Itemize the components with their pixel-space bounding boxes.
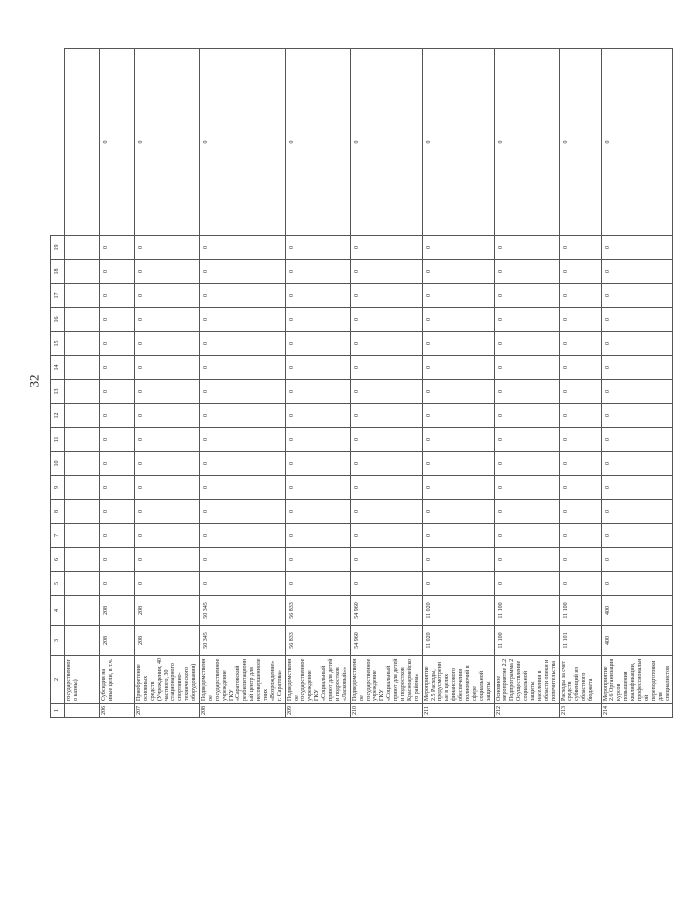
value-cell: 208 [135,626,200,656]
value-cell: 0 [422,404,494,428]
value-cell: 0 [601,49,673,236]
value-cell: 50 345 [200,626,286,656]
value-cell: 0 [200,476,286,500]
value-cell [65,308,100,332]
value-cell: 0 [350,548,422,572]
value-cell: 0 [422,332,494,356]
row-name-cell [422,656,494,704]
value-cell: 0 [559,332,601,356]
value-cell: 0 [422,49,494,236]
row-name-cell [285,656,350,704]
value-cell: 0 [494,548,559,572]
value-cell: 0 [200,332,286,356]
value-cell: 0 [135,572,200,596]
row-name-text: Приобретение основных средств (Учреждения, 40 частного, 30 стационарного спортивно-технического оборудования) [136,658,198,701]
row-name-cell [200,656,286,704]
value-cell [65,236,100,260]
value-cell: 0 [200,452,286,476]
row-name-text: Расходы за счет средств субвенций из областного бюджета [560,660,595,701]
value-cell: 0 [100,284,135,308]
row-index-cell: 212 [494,704,559,718]
table-row [135,49,200,718]
value-cell: 0 [601,284,673,308]
column-number-cell: 15 [51,332,65,356]
budget-table [50,48,673,718]
value-cell [65,500,100,524]
value-cell: 0 [200,428,286,452]
value-cell: 0 [559,380,601,404]
value-cell: 0 [200,260,286,284]
table-row [494,49,559,718]
row-name-text: Подведомственное государственное учреждение ГКУ «Социальный приют для детей и подростков Красноармейского района» [351,658,420,701]
value-cell: 0 [422,500,494,524]
page-number-text: 32 [26,374,41,388]
value-cell: 0 [100,332,135,356]
column-number-cell: 1 [51,704,65,718]
value-cell: 0 [135,428,200,452]
value-cell: 208 [100,626,135,656]
page-number [24,366,44,396]
value-cell: 0 [135,49,200,236]
value-cell [65,452,100,476]
value-cell [65,49,100,236]
value-cell: 0 [285,452,350,476]
column-number-cell: 11 [51,428,65,452]
value-cell: 0 [494,308,559,332]
value-cell: 0 [100,452,135,476]
value-cell: 54 960 [350,626,422,656]
value-cell: 208 [100,596,135,626]
table-frame [50,48,671,718]
value-cell: 0 [601,500,673,524]
value-cell: 0 [285,356,350,380]
value-cell: 0 [601,428,673,452]
value-cell: 0 [350,332,422,356]
value-cell [65,524,100,548]
value-cell: 0 [350,572,422,596]
column-number-cell: 17 [51,284,65,308]
value-cell: 0 [559,500,601,524]
value-cell: 0 [350,308,422,332]
value-cell: 0 [285,332,350,356]
value-cell: 0 [135,524,200,548]
value-cell: 0 [200,236,286,260]
column-number-cell: 14 [51,356,65,380]
value-cell: 0 [285,260,350,284]
value-cell: 0 [100,380,135,404]
value-cell: 0 [494,260,559,284]
value-cell: 0 [350,284,422,308]
value-cell: 0 [350,356,422,380]
value-cell: 0 [200,404,286,428]
value-cell [65,476,100,500]
value-cell: 0 [422,236,494,260]
table-row [65,49,100,718]
value-cell: 0 [350,476,422,500]
value-cell: 0 [100,49,135,236]
value-cell: 0 [135,236,200,260]
column-number-cell: 10 [51,452,65,476]
value-cell: 0 [100,476,135,500]
value-cell [65,356,100,380]
value-cell: 0 [350,404,422,428]
value-cell: 0 [494,572,559,596]
value-cell: 0 [601,572,673,596]
value-cell: 0 [135,404,200,428]
value-cell: 0 [494,428,559,452]
row-name-cell [350,656,422,704]
value-cell: 0 [601,236,673,260]
value-cell: 0 [494,524,559,548]
value-cell: 0 [494,380,559,404]
value-cell: 0 [135,380,200,404]
value-cell: 0 [200,308,286,332]
value-cell: 0 [494,356,559,380]
value-cell: 0 [559,308,601,332]
row-index-cell: 210 [350,704,422,718]
value-cell: 0 [494,452,559,476]
value-cell: 0 [422,284,494,308]
table-row [422,49,494,718]
value-cell: 0 [135,260,200,284]
value-cell: 0 [559,476,601,500]
value-cell: 11 101 [559,626,601,656]
column-number-cell: 7 [51,524,65,548]
value-cell: 0 [422,476,494,500]
value-cell: 0 [100,236,135,260]
value-cell: 0 [559,404,601,428]
row-name-cell [494,656,559,704]
value-cell: 0 [422,572,494,596]
value-cell: 0 [200,380,286,404]
value-cell: 0 [100,524,135,548]
value-cell: 0 [200,548,286,572]
row-index-cell: 211 [422,704,494,718]
row-name-cell [559,656,601,704]
value-cell: 54 960 [350,596,422,626]
column-number-cell: 5 [51,572,65,596]
value-cell: 0 [559,284,601,308]
value-cell: 0 [285,476,350,500]
value-cell [65,428,100,452]
row-name-cell [65,656,100,704]
value-cell: 0 [350,49,422,236]
value-cell: 0 [285,524,350,548]
row-index-cell [65,704,100,718]
table-row [559,49,601,718]
value-cell: 0 [422,548,494,572]
value-cell: 0 [285,404,350,428]
row-name-cell [135,656,200,704]
row-index-cell: 206 [100,704,135,718]
value-cell: 0 [559,260,601,284]
row-name-text: государственного казны) [66,658,79,701]
value-cell: 0 [350,452,422,476]
value-cell: 0 [422,524,494,548]
value-cell: 0 [200,356,286,380]
value-cell: 0 [200,284,286,308]
value-cell: 0 [285,49,350,236]
value-cell: 0 [100,572,135,596]
value-cell: 11 100 [559,596,601,626]
value-cell: 0 [601,356,673,380]
column-number-cell: 4 [51,596,65,626]
value-cell: 0 [135,476,200,500]
column-number-row [51,49,65,718]
row-name-text: Субсидия на иные цели, в т.ч. [101,658,114,701]
value-cell: 0 [422,452,494,476]
value-cell: 0 [559,428,601,452]
row-name-cell [601,656,673,704]
value-cell [65,284,100,308]
table-row [100,49,135,718]
value-cell: 0 [100,500,135,524]
value-cell: 0 [350,260,422,284]
value-cell: 0 [494,500,559,524]
value-cell: 0 [200,500,286,524]
value-cell: 0 [285,428,350,452]
value-cell: 11 100 [494,626,559,656]
value-cell: 0 [422,380,494,404]
row-index-cell: 213 [559,704,601,718]
row-name-text: Подведомственное государственное учреждение ГКУ «Социальный приют для детей и подростков «Ласковый»» [286,658,348,701]
value-cell: 0 [100,548,135,572]
value-cell: 0 [285,548,350,572]
row-name-cell [100,656,135,704]
value-cell: 0 [200,49,286,236]
value-cell: 0 [559,452,601,476]
row-index-cell: 209 [285,704,350,718]
value-cell: 0 [350,524,422,548]
value-cell: 0 [494,476,559,500]
value-cell: 56 833 [285,626,350,656]
value-cell: 0 [422,260,494,284]
column-number-cell: 18 [51,260,65,284]
value-cell: 400 [601,596,673,626]
value-cell: 0 [350,236,422,260]
value-cell [65,332,100,356]
row-name-text: Подведомственное государственное учреждение ГКУ «Саратовский реабилитационный центр для несовершеннолетних «Возрождение» г. Саратова» [201,658,283,701]
value-cell: 0 [601,524,673,548]
value-cell: 0 [135,548,200,572]
value-cell: 0 [135,332,200,356]
value-cell [65,572,100,596]
value-cell: 0 [100,308,135,332]
value-cell: 0 [494,332,559,356]
value-cell [65,626,100,656]
row-name-text: Мероприятие 2.5 Расходы, предусмотренные в целях финансового обеспечения полномочий в сфере социальной защиты [423,661,492,701]
column-number-cell: 16 [51,308,65,332]
value-cell: 0 [135,452,200,476]
value-cell: 0 [135,308,200,332]
value-cell: 0 [422,356,494,380]
value-cell: 0 [200,524,286,548]
value-cell: 0 [200,572,286,596]
column-number-cell: 8 [51,500,65,524]
value-cell: 56 833 [285,596,350,626]
value-cell: 0 [285,380,350,404]
value-cell: 0 [285,500,350,524]
column-number-cell: 2 [51,656,65,704]
table-row [200,49,286,718]
value-cell: 0 [559,548,601,572]
value-cell: 0 [601,380,673,404]
value-cell [65,548,100,572]
value-cell: 0 [494,49,559,236]
value-cell: 0 [494,236,559,260]
value-cell: 0 [601,548,673,572]
value-cell: 0 [601,476,673,500]
table-row [285,49,350,718]
value-cell: 0 [350,380,422,404]
column-number-cell: 6 [51,548,65,572]
value-cell: 0 [559,572,601,596]
table-row [350,49,422,718]
value-cell: 400 [601,626,673,656]
value-cell: 0 [100,428,135,452]
value-cell: 0 [559,49,601,236]
value-cell: 0 [422,308,494,332]
value-cell: 0 [285,284,350,308]
value-cell: 0 [100,404,135,428]
column-number-cell: 9 [51,476,65,500]
value-cell: 0 [559,356,601,380]
value-cell: 0 [422,428,494,452]
value-cell: 0 [135,284,200,308]
row-name-text: Мероприятие 2.6 Организация курсов повышения квалификации, профессиональной переподготовки для специалистов [602,658,671,701]
column-number-cell: 13 [51,380,65,404]
column-number-cell: 3 [51,626,65,656]
value-cell: 0 [350,428,422,452]
value-cell: 11 100 [494,596,559,626]
value-cell: 0 [285,236,350,260]
table-row [601,49,673,718]
value-cell: 0 [135,356,200,380]
value-cell: 208 [135,596,200,626]
value-cell: 0 [559,236,601,260]
value-cell: 0 [559,524,601,548]
value-cell [65,380,100,404]
column-number-cell: 19 [51,236,65,260]
row-index-cell: 214 [601,704,673,718]
value-cell: 0 [601,452,673,476]
value-cell: 0 [350,500,422,524]
value-cell: 0 [285,308,350,332]
value-cell: 0 [601,404,673,428]
column-number-cell: 12 [51,404,65,428]
value-cell: 50 345 [200,596,286,626]
value-cell: 0 [100,260,135,284]
value-cell: 11 020 [422,626,494,656]
value-cell: 0 [601,332,673,356]
value-cell: 0 [100,356,135,380]
value-cell [65,260,100,284]
value-cell: 0 [285,572,350,596]
value-cell: 0 [135,500,200,524]
budget-table-body [51,49,673,718]
row-index-cell: 207 [135,704,200,718]
value-cell [65,404,100,428]
value-cell: 0 [494,284,559,308]
row-name-text: Основное мероприятие 2.2 Подпрограмма 2 Осуществление социальной защиты населения в области опеки и попечительства [495,658,557,701]
value-cell [65,596,100,626]
value-cell: 0 [494,404,559,428]
value-cell: 0 [601,260,673,284]
value-cell: 0 [601,308,673,332]
row-index-cell: 208 [200,704,286,718]
value-cell: 11 020 [422,596,494,626]
